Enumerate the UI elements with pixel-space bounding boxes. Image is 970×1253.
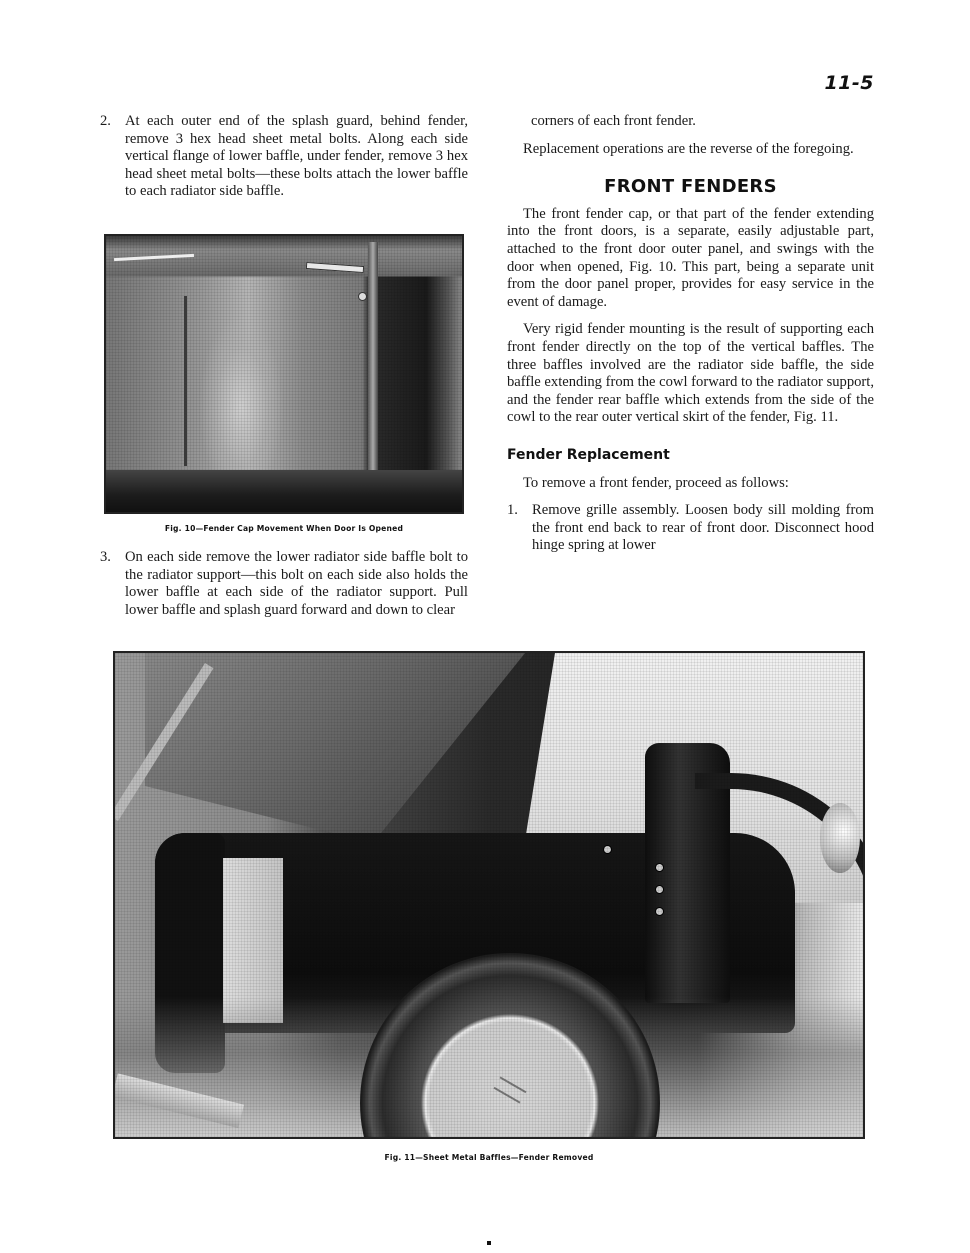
figure-10-caption: Fig. 10—Fender Cap Movement When Door Is Opened — [164, 524, 404, 533]
step-text: At each outer end of the splash guard, behind fender, remove 3 hex head sheet metal bolts. Along each side vertical flange of lower baffle, under fender, remove 3 hex head sheet metal bolts—these bolts attach the lower baffle to each radiator side baffle. — [125, 113, 468, 200]
page-number: 11-5 — [824, 72, 874, 94]
step-1 — [507, 502, 874, 555]
door-edge — [368, 242, 378, 492]
subheading-fender-replacement: Fender Replacement — [507, 446, 670, 463]
page-mark — [487, 1241, 491, 1245]
continuation-text: corners of each front fender. — [531, 113, 696, 129]
photo-halftone — [115, 653, 863, 1137]
figure-10-photo — [104, 234, 464, 514]
step-2 — [100, 113, 468, 201]
figure-11-caption: Fig. 11—Sheet Metal Baffles—Fender Removed — [384, 1153, 594, 1162]
step-text: Remove grille assembly. Loosen body sill molding from the front end back to rear of front door. Disconnect hood hinge spring at lower — [532, 502, 874, 554]
step-number: 1. — [507, 502, 518, 519]
paragraph-fender-cap: The front fender cap, or that part of the fender extending into the front doors, is a separate, easily adjustable part, attached to the front door outer panel, and swings with the door when opened, Fig. 10. This part, being a separate unit from the door panel proper, provides for easy service in the event of damage. — [507, 205, 874, 310]
door-bolt — [358, 292, 367, 301]
left-column — [100, 113, 468, 201]
fender-cap-edge — [184, 296, 187, 466]
step-number: 2. — [100, 113, 111, 129]
floor-shadow — [106, 470, 462, 512]
right-column — [507, 113, 874, 555]
section-heading: FRONT FENDERS — [604, 176, 777, 198]
figure-11-photo — [113, 651, 865, 1139]
left-column-lower — [100, 549, 468, 619]
step-number: 3. — [100, 549, 111, 565]
paragraph-fender-mounting: Very rigid fender mounting is the result of supporting each front fender directly on the top of the vertical baffles. The three baffles involved are the radiator side baffle, the side baffle extending from the cowl forward to the radiator support, and the fender rear baffle which extends from the side of the cowl to the rear outer vertical skirt of the fender, Fig. 11. — [507, 321, 874, 426]
step-text: On each side remove the lower radiator side baffle bolt to the radiator support—this bolt on each side also holds the lower baffle at each side of the radiator support. Pull lower baffle and splash guard forward and down to clear — [125, 549, 468, 618]
intro-text: To remove a front fender, proceed as follows: — [523, 474, 789, 491]
replacement-note: Replacement operations are the reverse of the foregoing. — [523, 140, 854, 157]
step-3 — [100, 549, 468, 619]
